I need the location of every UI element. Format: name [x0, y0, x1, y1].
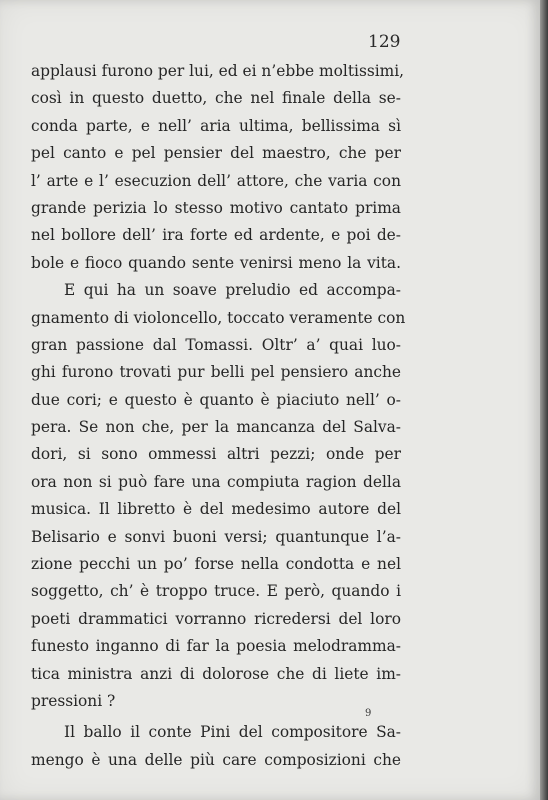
text-line: pressioni ?	[31, 691, 116, 710]
text-line: bole e fioco quando sente venirsi meno la vita.	[31, 253, 401, 272]
text-line: gran passione dal Tomassi. Oltr’ a’ quai luo-	[31, 335, 401, 354]
text-line: funesto inganno di far la poesia melodramma-	[31, 637, 401, 656]
page-edge-shadow	[540, 0, 548, 800]
text-line: musica. Il libretto è del medesimo autore del	[31, 500, 401, 519]
text-line: gnamento di violoncello, toccato veramente con	[31, 308, 406, 327]
text-line: mengo è una delle più care composizioni che	[31, 750, 401, 769]
text-line: ghi furono trovati pur belli pel pensiero anche	[31, 363, 401, 382]
text-line: tica ministra anzi di dolorose che di liete im-	[31, 664, 401, 683]
text-line: pel canto e pel pensier del maestro, che per	[31, 144, 401, 163]
page-number: 129	[368, 32, 401, 52]
text-line: poeti drammatici vorranno ricredersi del loro	[31, 609, 401, 628]
text-line: ora non si può fare una compiuta ragion della	[31, 472, 401, 491]
text-line: pera. Se non che, per la mancanza del Salva-	[31, 418, 401, 437]
text-line: Belisario e sonvi buoni versi; quantunque l’a-	[31, 527, 401, 546]
text-line: zione pecchi un po’ forse nella condotta e nel	[31, 555, 401, 574]
text-line: l’ arte e l’ esecuzion dell’ attore, che varia con	[31, 171, 401, 190]
signature-mark: 9	[365, 708, 372, 719]
body-text	[31, 58, 406, 774]
text-line: così in questo duetto, che nel finale della se-	[31, 89, 401, 108]
text-line: due cori; e questo è quanto è piaciuto nell’ o-	[31, 390, 401, 409]
text-line: soggetto, ch’ è troppo truce. E però, quando i	[31, 582, 401, 601]
text-line: dori, si sono ommessi altri pezzi; onde per	[31, 445, 401, 464]
text-line: nel bollore dell’ ira forte ed ardente, e poi de-	[31, 226, 401, 245]
text-line: applausi furono per lui, ed ei n’ebbe moltissimi,	[31, 62, 405, 80]
text-line: conda parte, e nell’ aria ultima, bellissima sì	[31, 116, 401, 135]
text-line: grande perizia lo stesso motivo cantato prima	[31, 198, 401, 217]
paragraph-start-line: Il ballo il conte Pini del compositore Sa-	[64, 723, 401, 742]
paragraph-start-line: E qui ha un soave preludio ed accompa-	[64, 281, 401, 300]
